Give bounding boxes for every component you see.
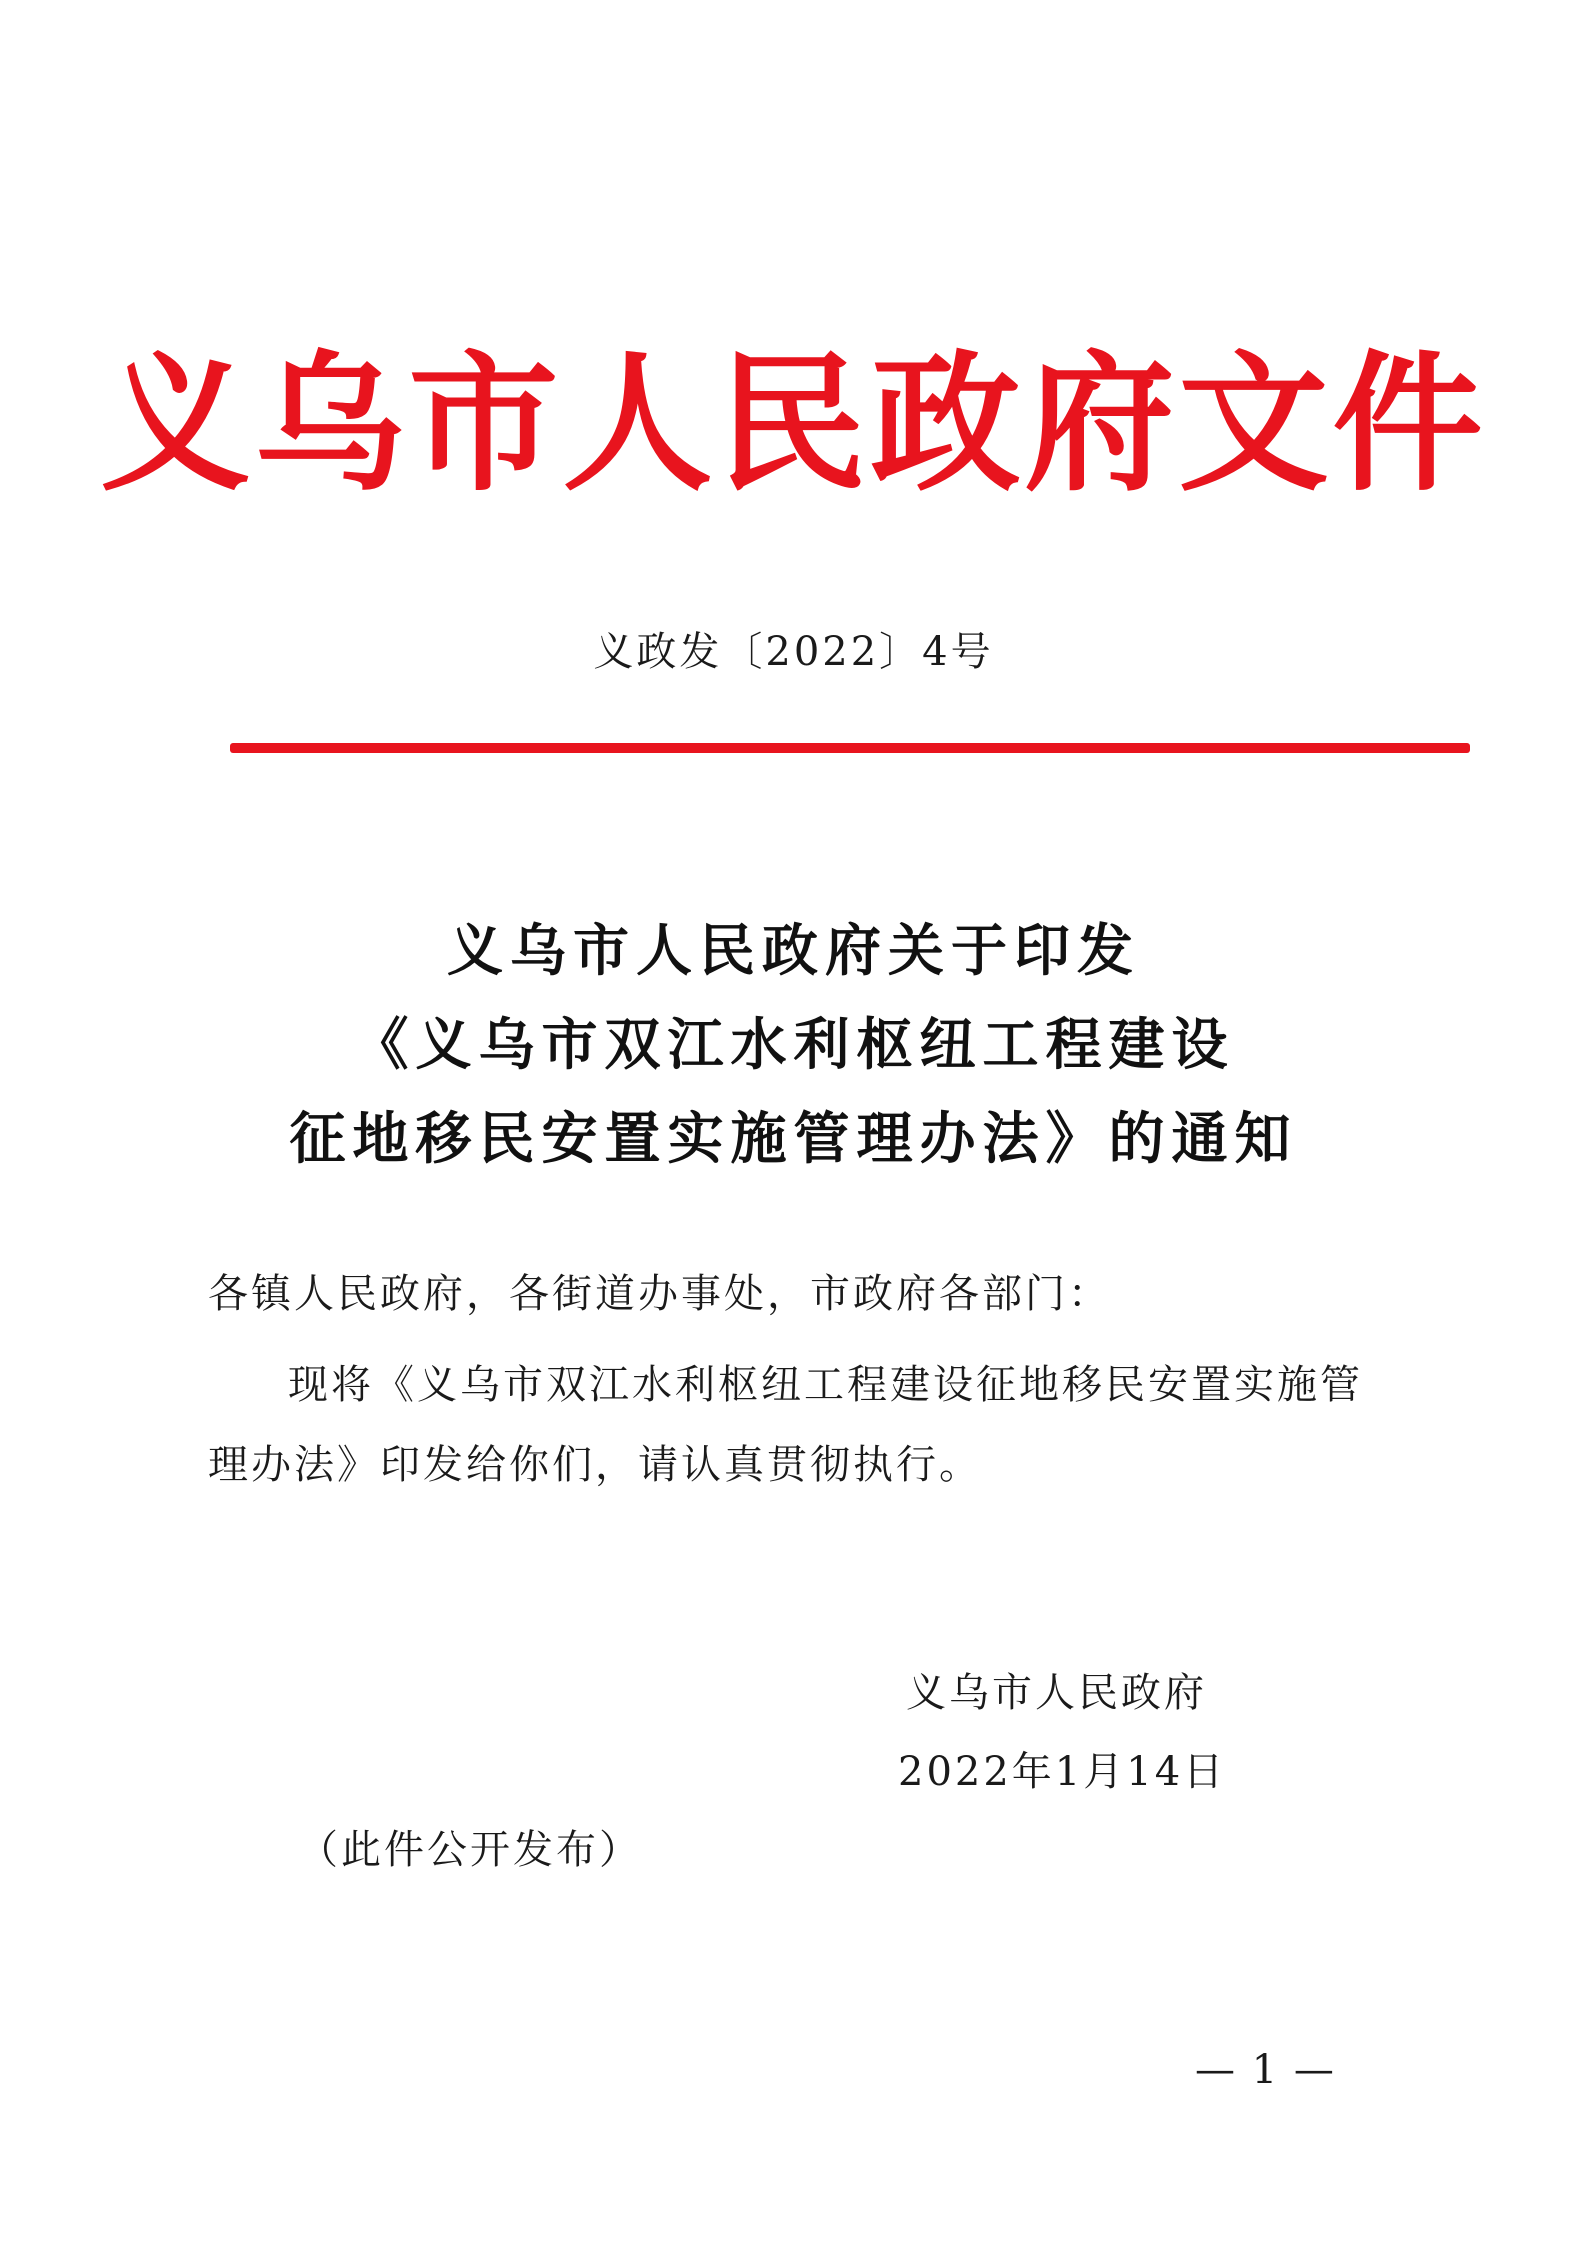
addressee: 各镇人民政府，各街道办事处，市政府各部门： (208, 1271, 1111, 1317)
red-divider-line (230, 743, 1470, 753)
title-line-3: 征地移民安置实施管理办法》的通知 (289, 1107, 1298, 1172)
title-line-2: 《义乌市双江水利枢纽工程建设 (352, 1013, 1235, 1078)
page-number: — 1 — (1195, 2047, 1336, 2093)
body-paragraph: 现将《义乌市双江水利枢纽工程建设征地移民安置实施管理办法》印发给你们，请认真贯彻执行。 (208, 1362, 1363, 1488)
title-line-1: 义乌市人民政府关于印发 (447, 919, 1140, 984)
issue-date: 2022年1月14日 (898, 1749, 1227, 1795)
masthead-title: 义乌市人民政府文件 (100, 338, 1487, 512)
document-title (0, 905, 1587, 1187)
issuer-signature: 义乌市人民政府 (906, 1670, 1207, 1716)
document-number: 义政发〔2022〕4号 (593, 629, 994, 675)
publication-note: （此件公开发布） (298, 1827, 642, 1873)
